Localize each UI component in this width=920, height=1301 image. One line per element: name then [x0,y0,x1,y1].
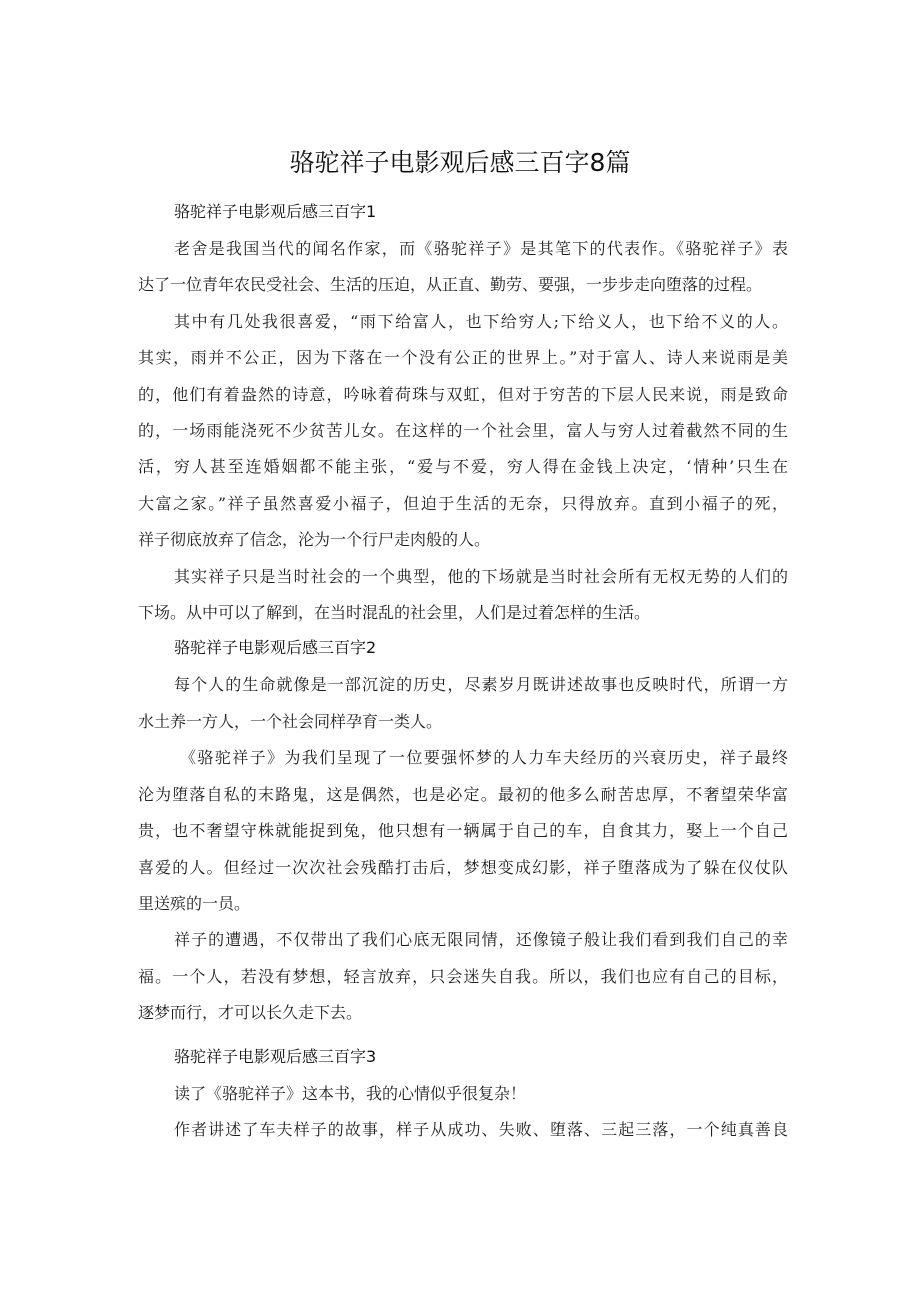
text-line: 祥子彻底放弃了信念，沦为一个行尸走肉般的人。 [138,530,491,550]
text-line: 祥子的遭遇，不仅带出了我们心底无限同情，还像镜子般让我们看到我们自己的幸 [174,930,788,950]
text-line: 福。一个人，若没有梦想，轻言放弃，只会迷失自我。所以，我们也应有自己的目标， [138,966,788,986]
text-line: 的，一场雨能浇死不少贫苦儿女。在这样的一个社会里，富人与穷人过着截然不同的生 [138,421,788,441]
text-line: 水土养一方人，一个社会同样孕育一类人。 [138,711,443,731]
text-line: 的，他们有着盎然的诗意，吟咏着荷珠与双虹，但对于穷苦的下层人民来说，雨是致命 [138,384,788,404]
paragraph [138,740,788,922]
text-line: 《骆驼祥子》为我们呈现了一位要强怀梦的人力车夫经历的兴衰历史，祥子最终 [180,748,788,768]
page-title: 骆驼祥子电影观后感三百字8篇 [289,148,631,177]
text-line: 喜爱的人。但经过一次次社会残酷打击后，梦想变成幻影，祥子堕落成为了躲在仪仗队 [138,857,788,877]
paragraph [138,922,788,1031]
paragraph [138,667,788,740]
text-line: 活，穷人甚至连婚姻都不能主张，“爱与不爱，穷人得在金钱上决定，‘情种’只生在 [138,457,788,477]
paragraph [138,231,788,304]
text-line: 其实，雨并不公正，因为下落在一个没有公正的世界上。”对于富人、诗人来说雨是美 [138,348,788,368]
section-heading: 骆驼祥子电影观后感三百字2 [174,638,377,658]
text-line: 大富之家。”祥子虽然喜爱小福子，但迫于生活的无奈，只得放弃。直到小福子的死， [138,493,788,513]
text-line: 其实祥子只是当时社会的一个典型，他的下场就是当时社会所有无权无势的人们的 [174,566,788,586]
paragraph [138,559,788,632]
text-line: 其中有几处我很喜爱，“雨下给富人，也下给穷人;下给义人，也下给不义的人。 [174,311,788,331]
text-line: 沦为堕落自私的末路鬼，这是偶然，也是必定。最初的他多么耐苦忠厚，不奢望荣华富 [138,784,788,804]
text-line: 贵，也不奢望守株就能捉到兔，他只想有一辆属于自己的车，自食其力，娶上一个自己 [138,821,788,841]
text-line: 读了《骆驼祥子》这本书，我的心情似乎很复杂！ [174,1083,527,1103]
text-line: 下场。从中可以了解到，在当时混乱的社会里，人们是过着怎样的生活。 [138,603,651,623]
text-line: 作者讲述了车夫样子的故事，样子从成功、失败、堕落、三起三落，一个纯真善良 [174,1119,788,1139]
section-heading: 骆驼祥子电影观后感三百字1 [174,202,377,221]
text-line: 每个人的生命就像是一部沉淀的历史，尽素岁月既讲述故事也反映时代，所谓一方 [174,675,788,695]
section-heading: 骆驼祥子电影观后感三百字3 [174,1046,377,1066]
paragraph [138,1112,788,1148]
text-line: 里送殡的一员。 [138,893,251,913]
text-line: 老舍是我国当代的闻名作家，而《骆驼祥子》是其笔下的代表作。《骆驼祥子》表 [174,239,788,258]
text-line: 达了一位青年农民受社会、生活的压迫，从正直、勤劳、要强，一步步走向堕落的过程。 [138,275,763,295]
paragraph [138,304,788,559]
text-line: 逐梦而行，才可以长久走下去。 [138,1003,363,1023]
document-body [138,196,788,1148]
paragraph [138,1076,788,1112]
